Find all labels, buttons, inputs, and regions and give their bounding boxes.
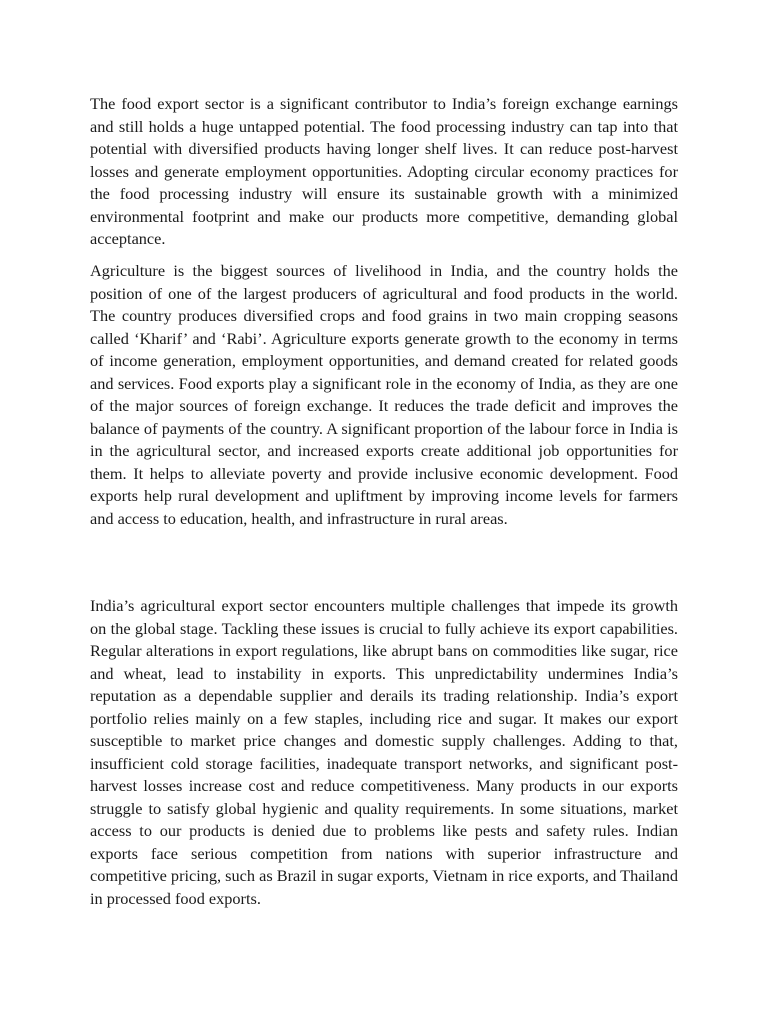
paragraph-agriculture-livelihood: Agriculture is the biggest sources of livelihood in India, and the country holds the position of one of the largest producers of agricultural and food products in the world. The country produces diversified crops and food grains in two main cropping seasons called ‘Kharif’ and ‘Rabi’. Agriculture exports generate growth to the economy in terms of income generation, employment opportunities, and demand created for related goods and services. Food exports play a significant role in the economy of India, as they are one of the major sources of foreign exchange. It reduces the trade deficit and improves the balance of payments of the country. A significant proportion of the labour force in India is in the agricultural sector, and increased exports create additional job opportunities for them. It helps to alleviate poverty and provide inclusive economic development. Food exports help rural development and upliftment by improving income levels for farmers and access to education, health, and infrastructure in rural areas.	[90, 261, 678, 528]
paragraph-food-export-sector: The food export sector is a significant contributor to India’s foreign exchange earnings and still holds a huge untapped potential. The food processing industry can tap into that potential with diversified products having longer shelf lives. It can reduce post-harvest losses and generate employment opportunities. Adopting circular economy practices for the food processing industry will ensure its sustainable growth with a minimized environmental footprint and make our products more competitive, demanding global acceptance.	[90, 94, 678, 248]
paragraph-export-challenges: India’s agricultural export sector encounters multiple challenges that impede its growth on the global stage. Tackling these issues is crucial to fully achieve its export capabilities. Regular alterations in export regulations, like abrupt bans on commodities like sugar, rice and wheat, lead to instability in exports. This unpredictability undermines India’s reputation as a dependable supplier and derails its trading relationship. India’s export portfolio relies mainly on a few staples, including rice and sugar. It makes our export susceptible to market price changes and domestic supply challenges. Adding to that, insufficient cold storage facilities, inadequate transport networks, and significant post-harvest losses increase cost and reduce competitiveness. Many products in our exports struggle to satisfy global hygienic and quality requirements. In some situations, market access to our products is denied due to problems like pests and safety rules. Indian exports face serious competition from nations with superior infrastructure and competitive pricing, such as Brazil in sugar exports, Vietnam in rice exports, and Thailand in processed food exports.	[90, 596, 679, 908]
